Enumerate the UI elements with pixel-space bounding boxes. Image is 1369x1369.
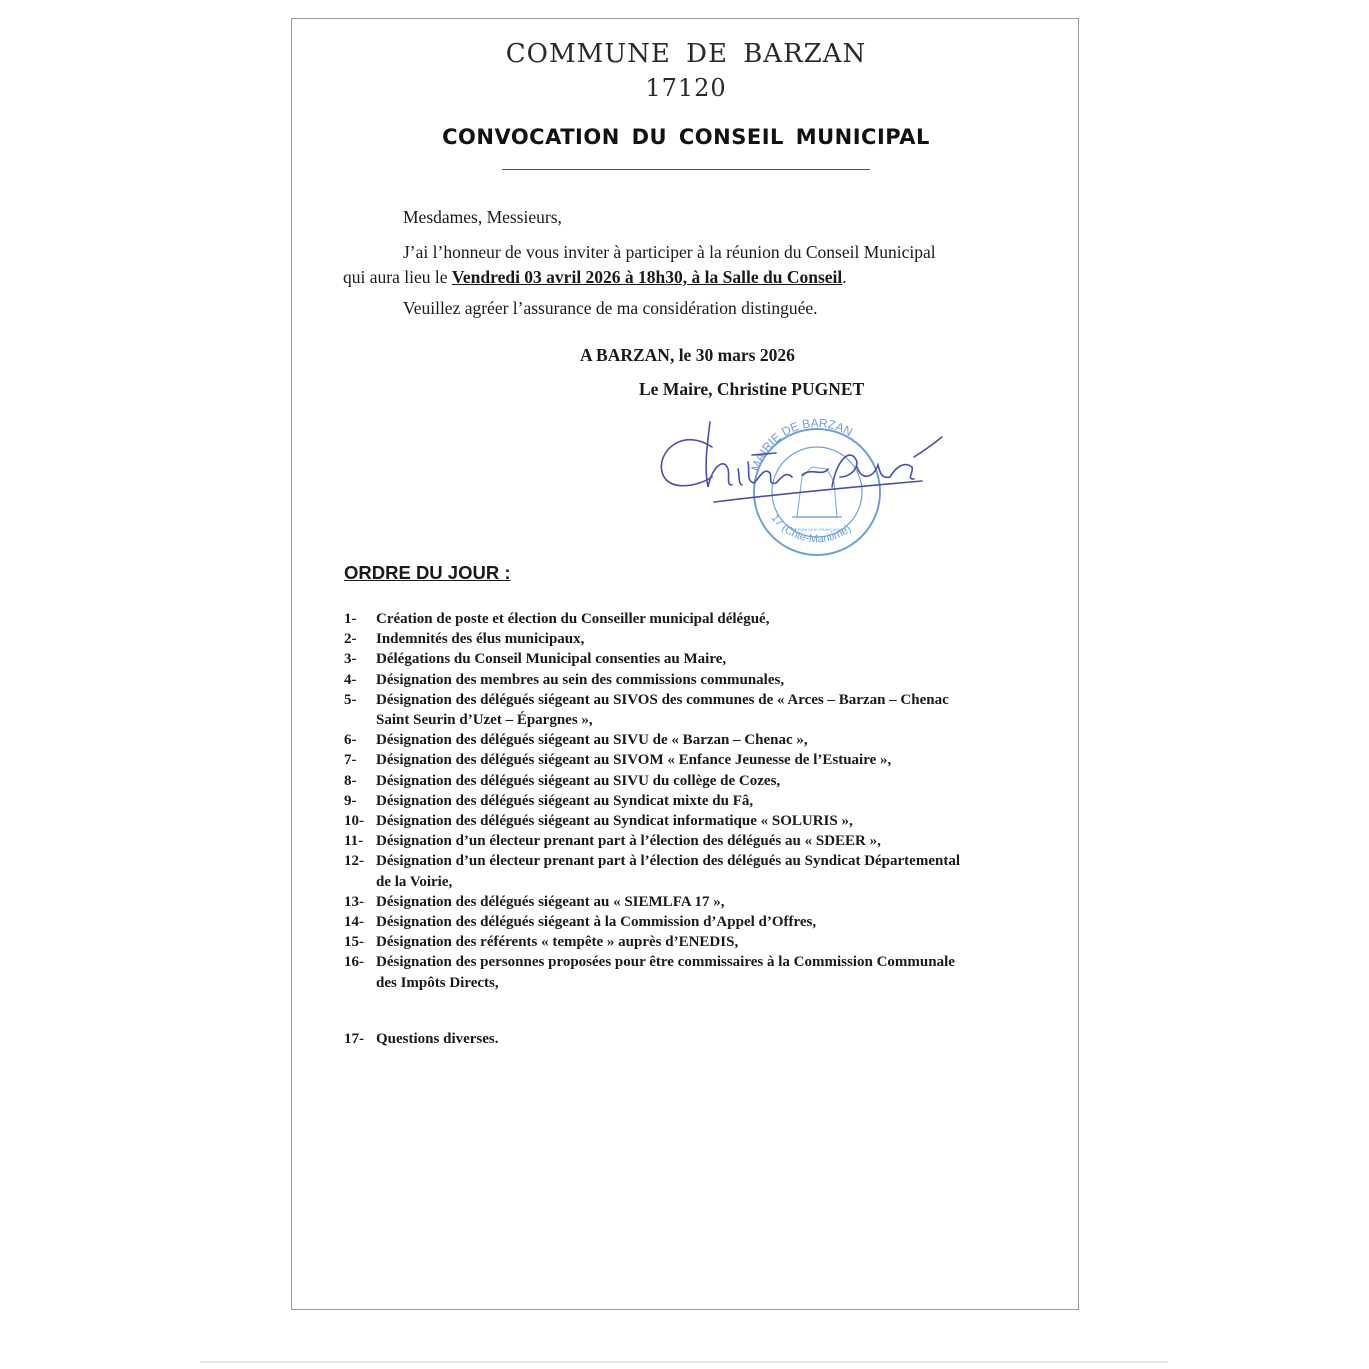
signature-and-stamp <box>652 407 952 557</box>
agenda-item <box>344 831 1064 851</box>
agenda-item-text: Désignation des délégués siégeant au SIVOS des communes de « Arces – Barzan – Chenac <box>376 691 949 708</box>
stamp-text-inner: RÉPUBLIQUE FRANÇAISE <box>792 527 842 532</box>
agenda-item <box>344 629 1064 649</box>
mairie-stamp <box>748 416 880 555</box>
agenda-list <box>344 609 1064 1049</box>
agenda-item-text: Délégations du Conseil Municipal consenties au Maire, <box>376 651 727 668</box>
page-bottom-divider <box>200 1361 1168 1363</box>
agenda-item <box>344 1029 1064 1049</box>
signatory: Le Maire, Christine PUGNET <box>639 379 865 399</box>
meeting-date: Vendredi 03 avril 2026 à 18h30, à la Salle du Conseil <box>451 267 843 287</box>
agenda-item-text: Désignation des délégués siégeant au SIVU de « Barzan – Chenac », <box>376 732 808 749</box>
greeting: Mesdames, Messieurs, <box>403 207 562 227</box>
place-and-date: A BARZAN, le 30 mars 2026 <box>580 345 795 365</box>
agenda-item-text: Désignation des délégués siégeant à la Commission d’Appel d’Offres, <box>376 914 817 931</box>
agenda-item-text: Désignation des délégués siégeant au SIVOM « Enfance Jeunesse de l’Estuaire », <box>376 752 892 769</box>
agenda-title: ORDRE DU JOUR : <box>344 562 511 583</box>
handwritten-signature <box>661 422 942 502</box>
agenda-item <box>344 851 1064 891</box>
agenda-item <box>344 730 1064 750</box>
agenda-item-number: 10- <box>344 813 364 830</box>
agenda-item <box>344 670 1064 690</box>
agenda-item-text: Désignation d’un électeur prenant part à l’élection des délégués au « SDEER », <box>376 833 881 850</box>
agenda-item-text: Questions diverses. <box>376 1030 499 1047</box>
agenda-item-text: de la Voirie, <box>376 873 453 890</box>
agenda-item-number: 1- <box>344 611 357 627</box>
agenda-item <box>344 609 1064 629</box>
agenda-item-number: 17- <box>344 1030 364 1047</box>
agenda-item-number: 14- <box>344 914 364 931</box>
agenda-item <box>344 932 1064 952</box>
agenda-item <box>344 690 1064 730</box>
stamp-text-top: MAIRIE DE BARZAN <box>748 415 855 474</box>
agenda-item <box>344 771 1064 791</box>
agenda-item-number: 12- <box>344 853 364 870</box>
agenda-item-number: 6- <box>344 732 357 749</box>
agenda-item-number: 3- <box>344 651 357 668</box>
agenda-item-text: Création de poste et élection du Conseiller municipal délégué, <box>376 611 770 627</box>
agenda-item-number: 16- <box>344 954 364 971</box>
agenda-item-text: Désignation des délégués siégeant au SIVU du collège de Cozes, <box>376 772 781 789</box>
invitation-suffix: . <box>842 267 847 287</box>
agenda-item <box>344 649 1064 669</box>
agenda-item-text: Indemnités des élus municipaux, <box>376 631 585 648</box>
agenda-item-text: des Impôts Directs, <box>376 974 499 991</box>
invitation-prefix: qui aura lieu le <box>343 267 452 287</box>
agenda-item <box>344 750 1064 770</box>
agenda-item-number: 9- <box>344 792 357 809</box>
agenda-item <box>344 791 1064 811</box>
invitation-paragraph <box>343 240 1043 290</box>
document-page <box>291 18 1079 1310</box>
closing-regards: Veuillez agréer l’assurance de ma considération distinguée. <box>403 298 818 318</box>
agenda-item-number: 5- <box>344 691 357 708</box>
invitation-line-1: J’ai l’honneur de vous inviter à participer à la réunion du Conseil Municipal <box>403 242 936 262</box>
agenda-item-number: 8- <box>344 772 357 789</box>
agenda-item-number: 13- <box>344 893 364 910</box>
agenda-item <box>344 811 1064 831</box>
agenda-item <box>344 912 1064 932</box>
postal-code: 17120 <box>645 74 727 102</box>
commune-name: COMMUNE DE BARZAN <box>505 39 867 69</box>
agenda-item-number: 11- <box>344 833 364 850</box>
agenda-item-text: Désignation des délégués siégeant au « SIEMLFA 17 », <box>376 893 725 910</box>
document-title: CONVOCATION DU CONSEIL MUNICIPAL <box>442 125 930 149</box>
agenda-item-text: Désignation d’un électeur prenant part à l’élection des délégués au Syndicat Départemental <box>376 853 960 870</box>
agenda-item-text: Désignation des personnes proposées pour être commissaires à la Commission Communale <box>376 954 955 971</box>
invitation-line-2 <box>343 265 1043 290</box>
agenda-item-number: 7- <box>344 752 357 769</box>
agenda-item <box>344 892 1064 912</box>
agenda-item-number: 4- <box>344 671 357 688</box>
agenda-item <box>344 952 1064 992</box>
agenda-item-text: Saint Seurin d’Uzet – Épargnes », <box>376 712 593 729</box>
stamp-text-bottom: 17 (Chte-Maritime) <box>768 512 854 546</box>
agenda-item-text: Désignation des membres au sein des commissions communales, <box>376 671 785 688</box>
agenda-item-text: Désignation des délégués siégeant au Syndicat mixte du Fâ, <box>376 792 754 809</box>
agenda-item-number: 2- <box>344 631 357 648</box>
agenda-item-text: Désignation des délégués siégeant au Syndicat informatique « SOLURIS », <box>376 813 853 830</box>
title-underline <box>502 169 870 170</box>
agenda-item-number: 15- <box>344 934 364 951</box>
agenda-item-text: Désignation des référents « tempête » auprès d’ENEDIS, <box>376 934 739 951</box>
